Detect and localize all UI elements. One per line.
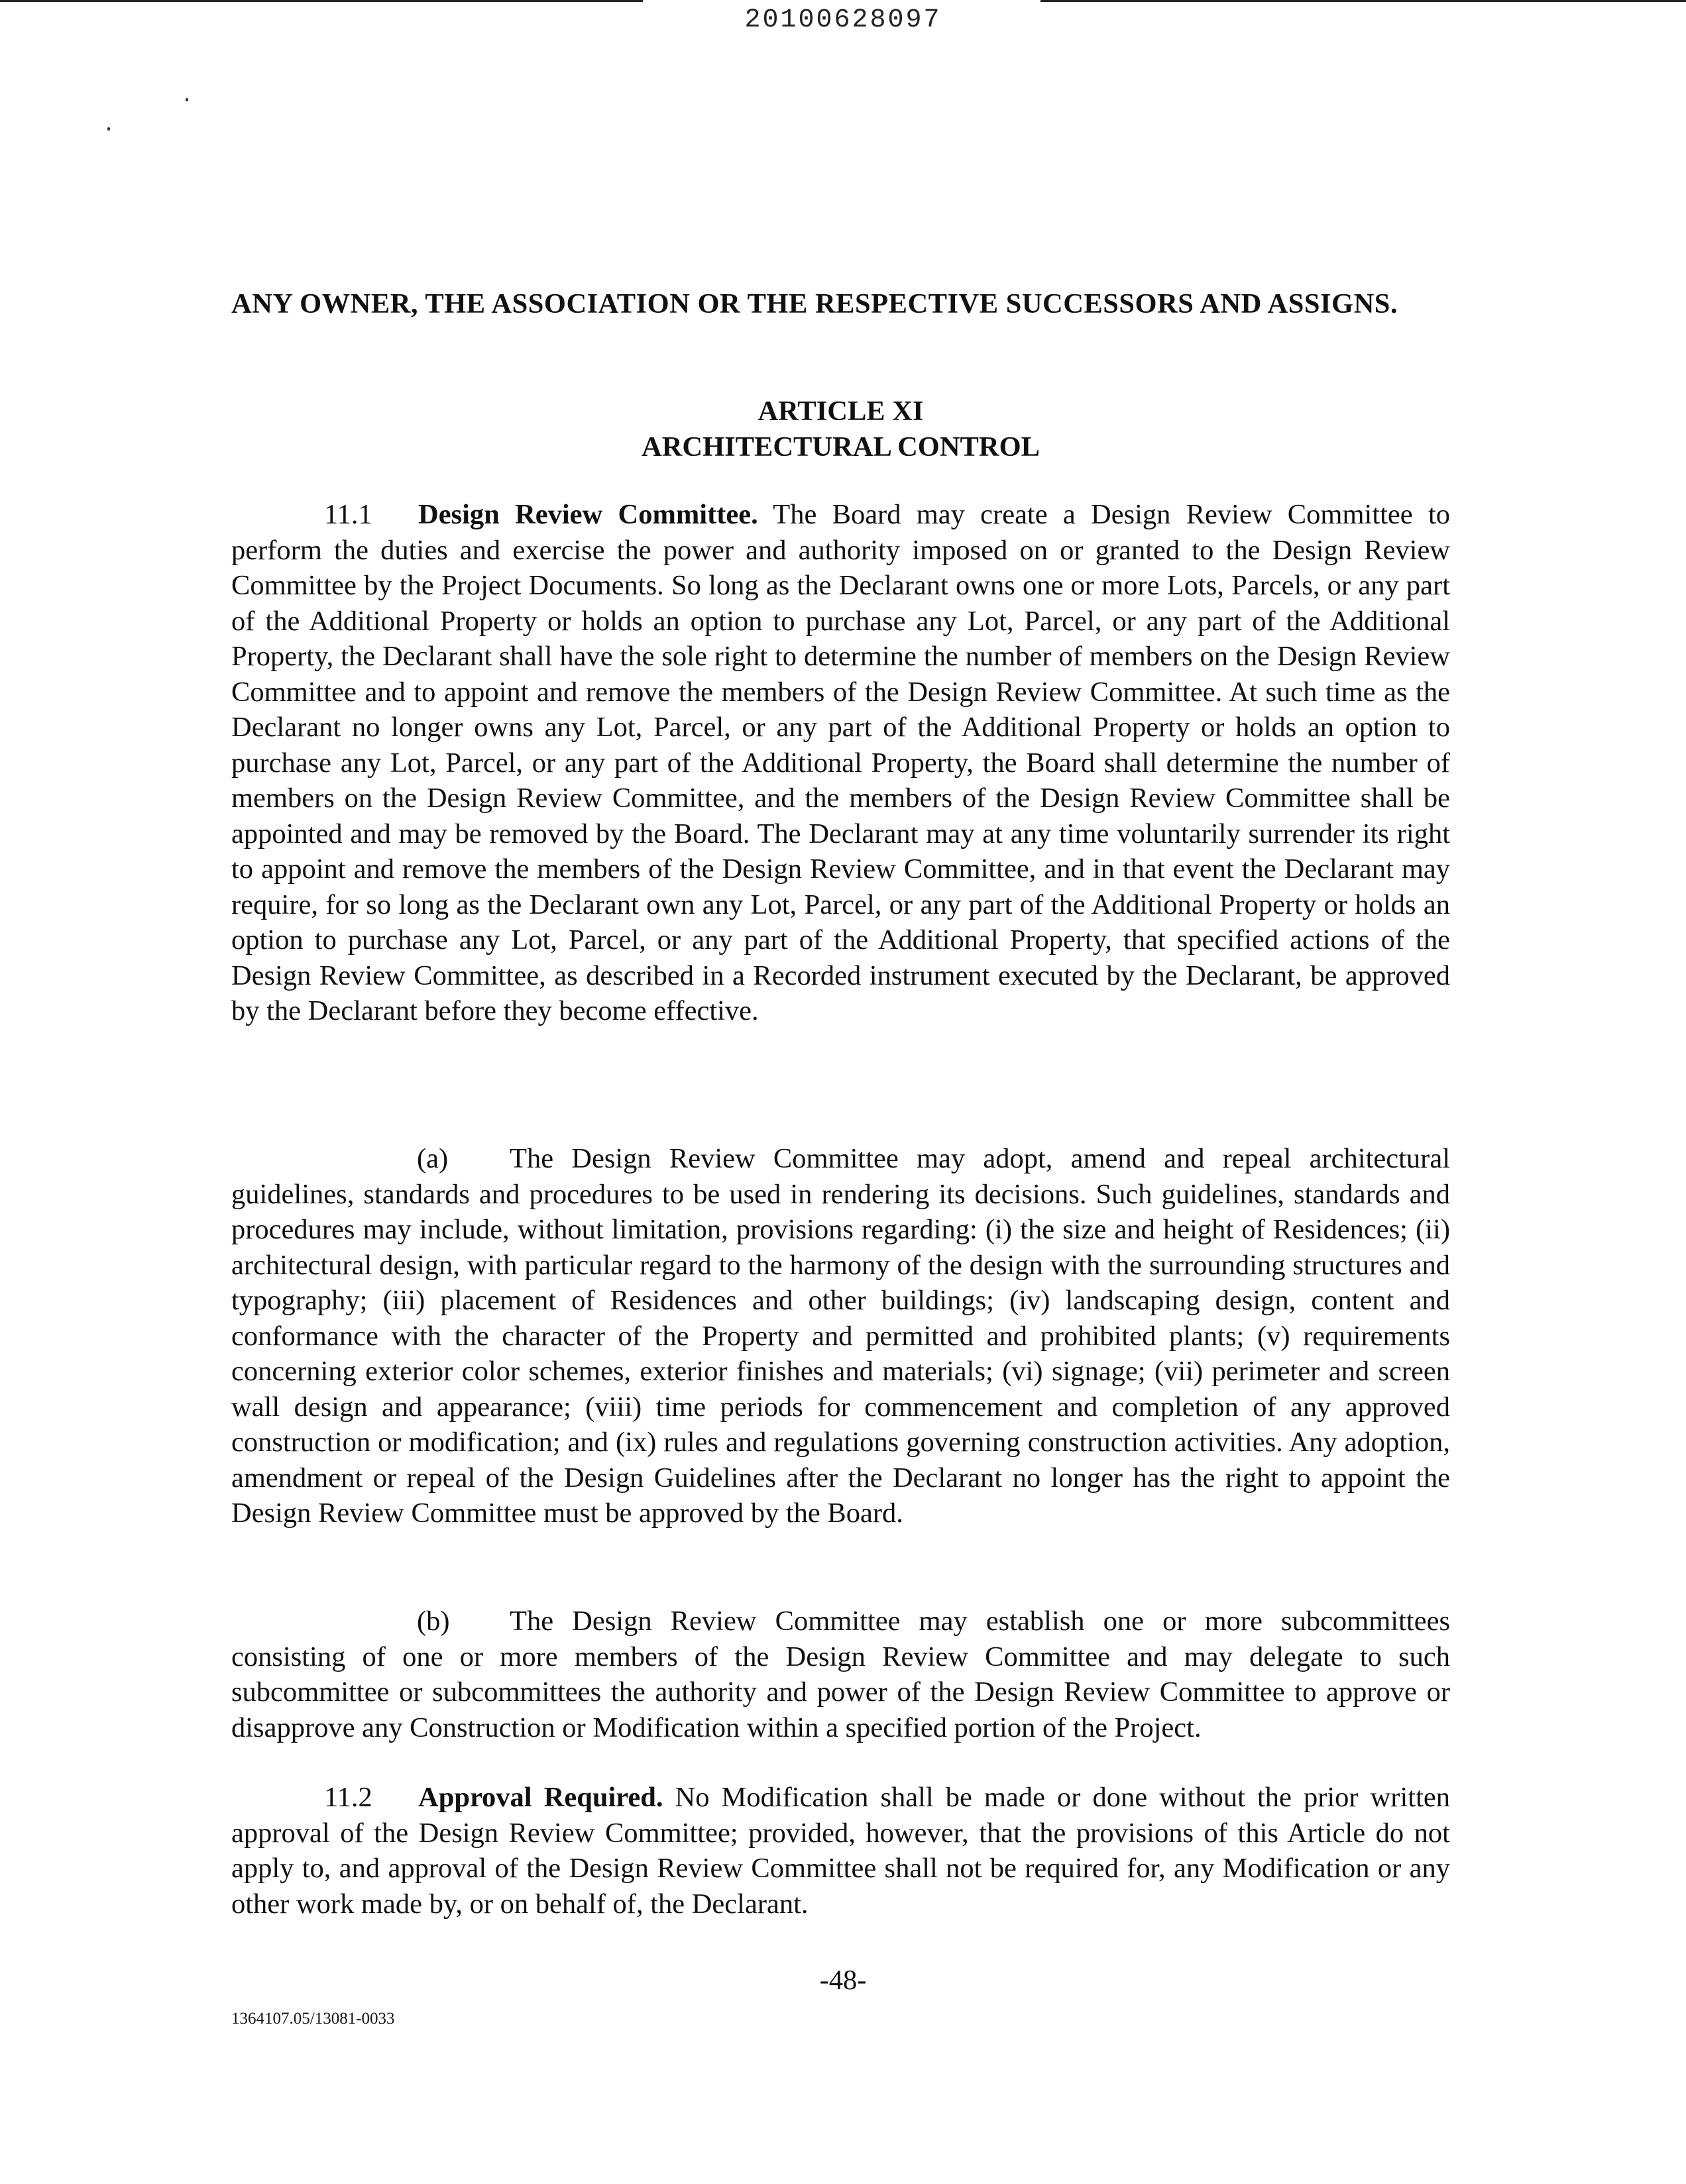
scan-speck xyxy=(186,98,188,101)
subsection-a xyxy=(231,1141,1450,1531)
section-body: No Modification shall be made or done without the prior written approval of the Design Review Committee; provided, however, that the provisions of this Article do not apply to, and approval of the Design Review Committee shall not be required for, any Modification or any other work made by, or on behalf of, the Declarant. xyxy=(231,1782,1450,1920)
scan-speck xyxy=(107,127,110,131)
recording-number: 20100628097 xyxy=(744,5,942,35)
section-11-2 xyxy=(231,1780,1450,1922)
subsection-b xyxy=(231,1604,1450,1745)
section-number: 11.1 xyxy=(324,499,372,530)
article-title: ARTICLE XI xyxy=(758,396,924,427)
section-heading: Design Review Committee. xyxy=(418,499,758,530)
subsection-label: (a) xyxy=(417,1143,449,1174)
section-11-1 xyxy=(231,497,1450,1029)
top-rule-right xyxy=(1040,0,1686,2)
continued-text: ANY OWNER, THE ASSOCIATION OR THE RESPECTIVE SUCCESSORS AND ASSIGNS. xyxy=(231,288,1398,319)
subsection-body: The Design Review Committee may establish one or more subcommittees consisting of one or more members of the Design Review Committee and may delegate to such subcommittee or subcommittees the authority and power of the Design Review Committee to approve or disapprove any Construction or Modification within a specified portion of the Project. xyxy=(231,1606,1450,1743)
article-subtitle: ARCHITECTURAL CONTROL xyxy=(642,431,1040,463)
footer-document-code: 1364107.05/13081-0033 xyxy=(231,2010,395,2028)
subsection-label: (b) xyxy=(417,1606,450,1637)
top-rule-left xyxy=(0,0,643,2)
page-number: -48- xyxy=(819,1965,867,1996)
section-heading: Approval Required. xyxy=(418,1782,663,1813)
section-body: The Board may create a Design Review Committee to perform the duties and exercise the power and authority imposed on or granted to the Design Review Committee by the Project Documents. So long as the Declarant owns one or more Lots, Parcels, or any part of the Additional Property or holds an option to purchase any Lot, Parcel, or any part of the Additional Property, the Declarant shall have the sole right to determine the number of members on the Design Review Committee and to appoint and remove the members of the Design Review Committee. At such time as the Declarant no longer owns any Lot, Parcel, or any part of the Additional Property or holds an option to purchase any Lot, Parcel, or any part of the Additional Property, the Board shall determine the number of members on the Design Review Committee, and the members of the Design Review Committee shall be appointed and may be removed by the Board. The Declarant may at any time voluntarily surrender its right to appoint and remove the members of the Design Review Committee, and in that event the Declarant may require, for so long as the Declarant own any Lot, Parcel, or any part of the Additional Property or holds an option to purchase any Lot, Parcel, or any part of the Additional Property, that specified actions of the Design Review Committee, as described in a Recorded instrument executed by the Declarant, be approved by the Declarant before they become effective. xyxy=(231,499,1450,1026)
subsection-body: The Design Review Committee may adopt, amend and repeal architectural guidelines, standards and procedures to be used in rendering its decisions. Such guidelines, standards and procedures may include, without limitation, provisions regarding: (i) the size and height of Residences; (ii) architectural design, with particular regard to the harmony of the design with the surrounding structures and typography; (iii) placement of Residences and other buildings; (iv) landscaping design, content and conformance with the character of the Property and permitted and prohibited plants; (v) requirements concerning exterior color schemes, exterior finishes and materials; (vi) signage; (vii) perimeter and screen wall design and appearance; (viii) time periods for commencement and completion of any approved construction or modification; and (ix) rules and regulations governing construction activities. Any adoption, amendment or repeal of the Design Guidelines after the Declarant no longer has the right to appoint the Design Review Committee must be approved by the Board. xyxy=(231,1143,1450,1529)
section-number: 11.2 xyxy=(324,1782,372,1813)
